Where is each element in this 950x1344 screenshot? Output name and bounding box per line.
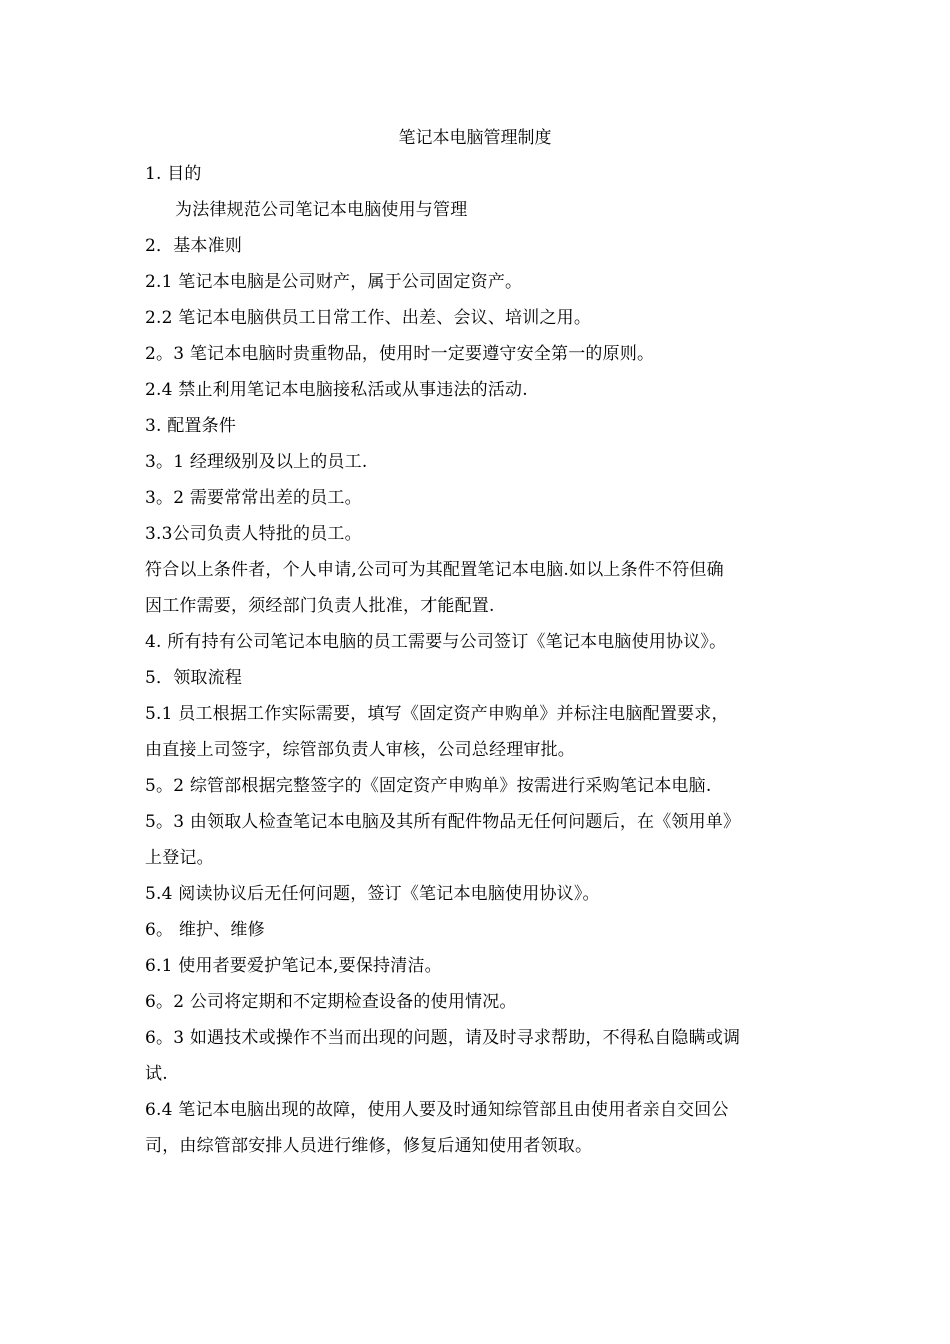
paragraph-line: 2.1 笔记本电脑是公司财产，属于公司固定资产。 bbox=[145, 272, 523, 292]
paragraph-line: 2。3 笔记本电脑时贵重物品，使用时一定要遵守安全第一的原则。 bbox=[145, 344, 655, 364]
section-heading-basic-rules: 2．基本准则 bbox=[145, 236, 243, 256]
document-title: 笔记本电脑管理制度 bbox=[398, 128, 552, 148]
paragraph-line: 上登记。 bbox=[145, 848, 214, 868]
section-heading-purpose: 1. 目的 bbox=[145, 164, 202, 184]
paragraph-line: 司，由综管部安排人员进行维修，修复后通知使用者领取。 bbox=[145, 1136, 593, 1156]
paragraph-line: 6。3 如遇技术或操作不当而出现的问题，请及时寻求帮助，不得私自隐瞒或调 bbox=[145, 1028, 741, 1048]
paragraph-line: 5.1 员工根据工作实际需要，填写《固定资产申购单》并标注电脑配置要求， bbox=[145, 704, 729, 724]
paragraph-line: 6。2 公司将定期和不定期检查设备的使用情况。 bbox=[145, 992, 517, 1012]
section-heading-configuration: 3. 配置条件 bbox=[145, 416, 237, 436]
paragraph-line: 为法律规范公司笔记本电脑使用与管理 bbox=[175, 200, 468, 220]
paragraph-line: 6.4 笔记本电脑出现的故障，使用人要及时通知综管部且由使用者亲自交回公 bbox=[145, 1100, 729, 1120]
paragraph-line: 因工作需要，须经部门负责人批准，才能配置. bbox=[145, 596, 495, 616]
paragraph-line: 5.4 阅读协议后无任何问题，签订《笔记本电脑使用协议》。 bbox=[145, 884, 600, 904]
paragraph-line: 符合以上条件者，个人申请,公司可为其配置笔记本电脑.如以上条件不符但确 bbox=[145, 560, 724, 580]
paragraph-line: 2.2 笔记本电脑供员工日常工作、出差、会议、培训之用。 bbox=[145, 308, 592, 328]
paragraph-line: 5。3 由领取人检查笔记本电脑及其所有配件物品无任何问题后，在《领用单》 bbox=[145, 812, 741, 832]
paragraph-line: 6.1 使用者要爱护笔记本,要保持清洁。 bbox=[145, 956, 442, 976]
paragraph-line: 由直接上司签字，综管部负责人审核，公司总经理审批。 bbox=[145, 740, 575, 760]
paragraph-line: 5。2 综管部根据完整签字的《固定资产申购单》按需进行采购笔记本电脑. bbox=[145, 776, 712, 796]
section-heading-process: 5．领取流程 bbox=[145, 668, 243, 688]
section-heading-agreement: 4. 所有持有公司笔记本电脑的员工需要与公司签订《笔记本电脑使用协议》。 bbox=[145, 632, 727, 652]
paragraph-line: 3。1 经理级别及以上的员工. bbox=[145, 452, 368, 472]
section-heading-maintenance: 6。 维护、维修 bbox=[145, 920, 265, 940]
paragraph-line: 3.3公司负责人特批的员工。 bbox=[145, 524, 362, 544]
paragraph-line: 2.4 禁止利用笔记本电脑接私活或从事违法的活动. bbox=[145, 380, 528, 400]
paragraph-line: 3。2 需要常常出差的员工。 bbox=[145, 488, 362, 508]
paragraph-line: 试. bbox=[145, 1064, 168, 1084]
